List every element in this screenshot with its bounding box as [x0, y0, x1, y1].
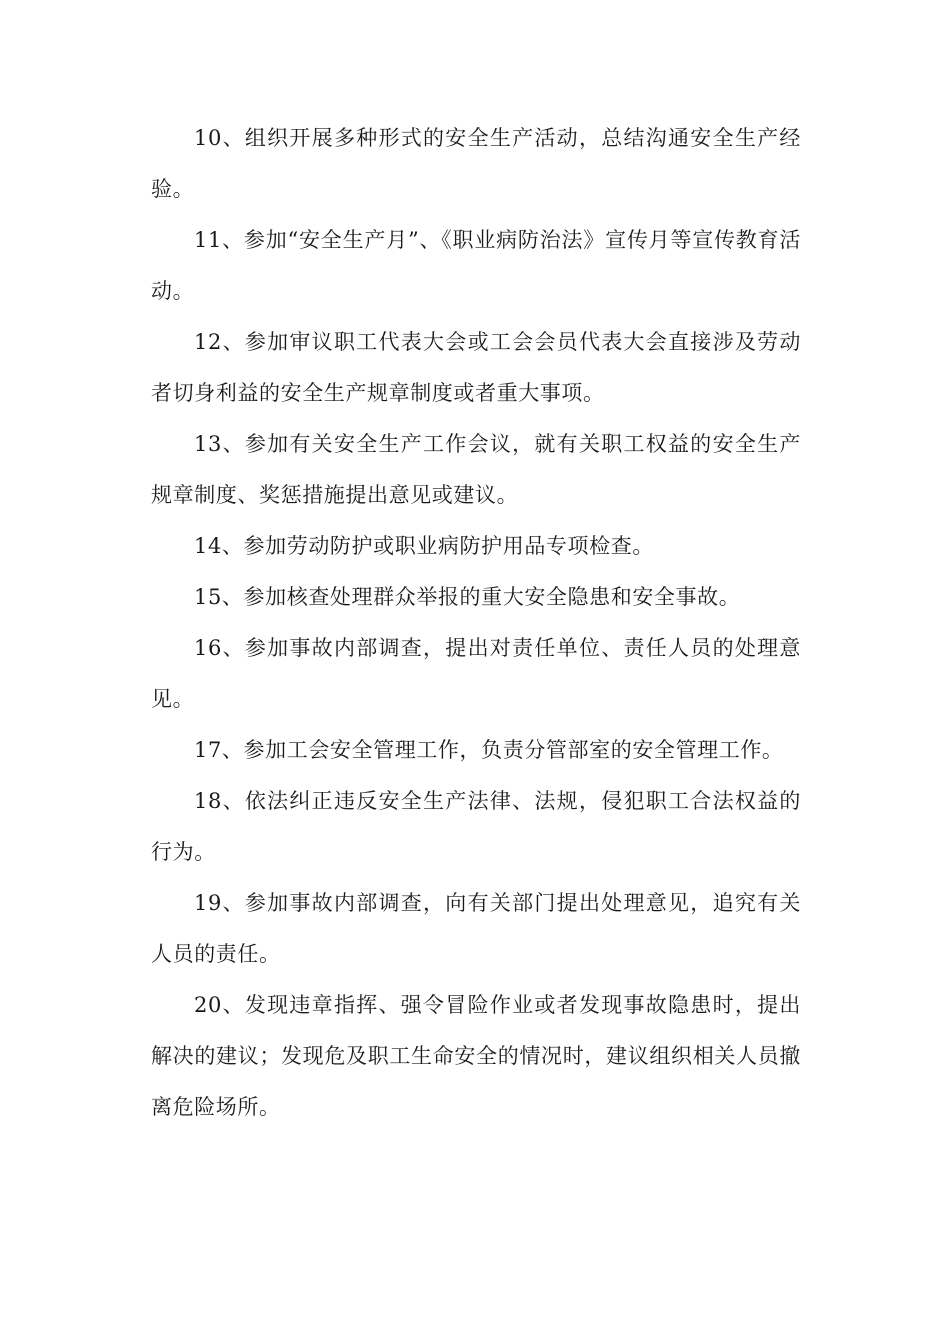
paragraph-item-11: 11、参加“安全生产月”、《职业病防治法》宣传月等宣传教育活动。: [151, 228, 801, 303]
paragraph-item-13: 13、参加有关安全生产工作会议，就有关职工权益的安全生产规章制度、奖惩措施提出意见或建议。: [151, 432, 801, 507]
paragraph-item-14: 14、参加劳动防护或职业病防护用品专项检查。: [194, 534, 654, 558]
paragraph-item-20: 20、发现违章指挥、强令冒险作业或者发现事故隐患时，提出解决的建议；发现危及职工生命安全的情况时，建议组织相关人员撤离危险场所。: [151, 993, 801, 1119]
paragraph-item-12: 12、参加审议职工代表大会或工会会员代表大会直接涉及劳动者切身利益的安全生产规章制度或者重大事项。: [151, 330, 801, 405]
paragraph-item-15: 15、参加核查处理群众举报的重大安全隐患和安全事故。: [194, 585, 741, 609]
paragraph-item-10: 10、组织开展多种形式的安全生产活动，总结沟通安全生产经验。: [151, 126, 801, 201]
paragraph-item-18: 18、依法纠正违反安全生产法律、法规，侵犯职工合法权益的行为。: [151, 789, 801, 864]
paragraph-item-16: 16、参加事故内部调查，提出对责任单位、责任人员的处理意见。: [151, 636, 801, 711]
document-body: [151, 113, 801, 1133]
paragraph-item-19: 19、参加事故内部调查，向有关部门提出处理意见，追究有关人员的责任。: [151, 891, 801, 966]
paragraph-item-17: 17、参加工会安全管理工作，负责分管部室的安全管理工作。: [194, 738, 784, 762]
